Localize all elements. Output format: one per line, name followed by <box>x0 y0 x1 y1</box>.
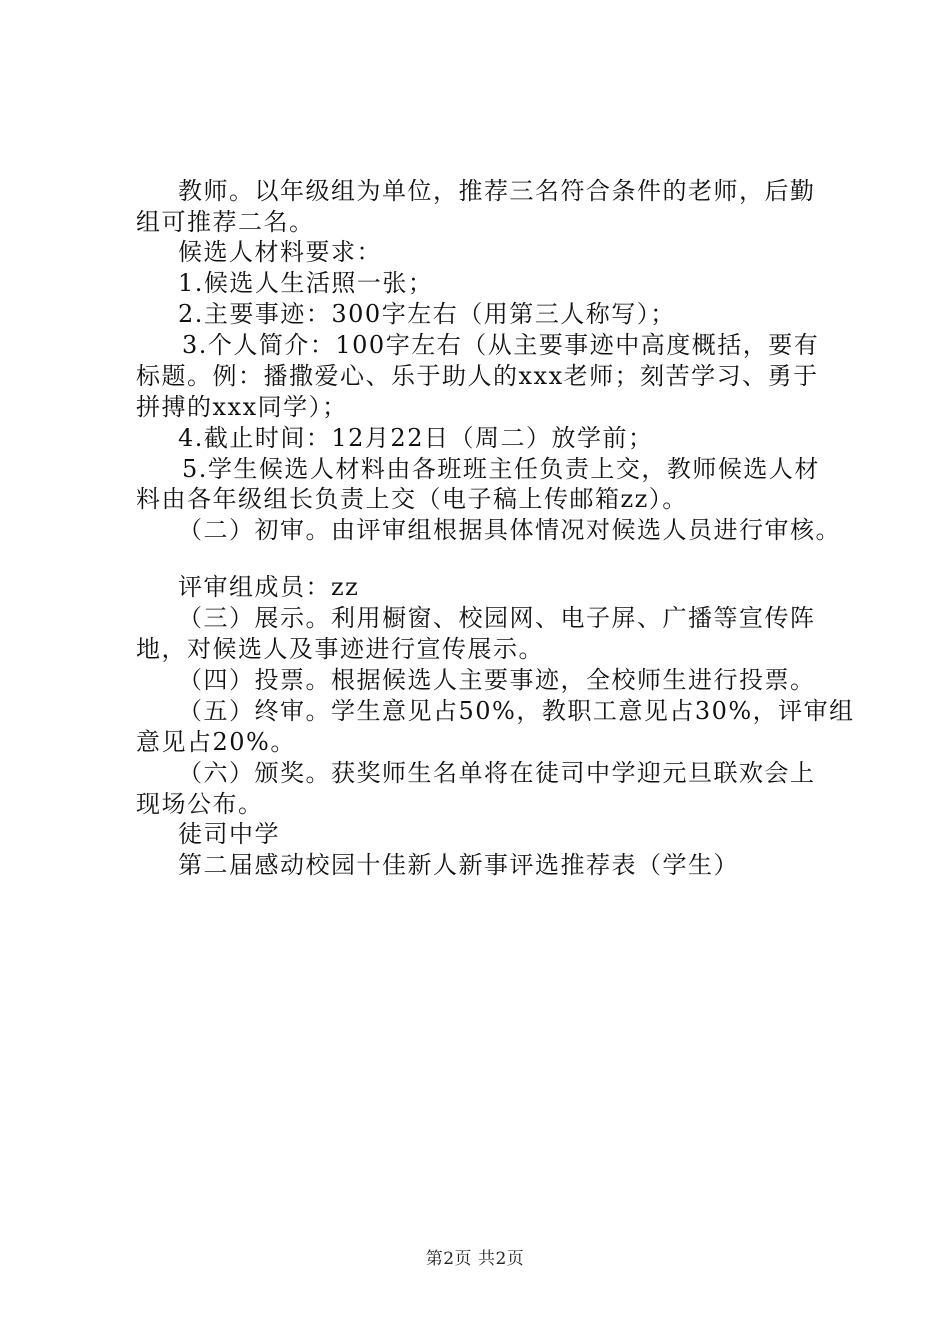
text-line: （四）投票。根据候选人主要事迹，全校师生进行投票。 <box>178 666 816 694</box>
text-line: 地，对候选人及事迹进行宣传展示。 <box>136 635 544 663</box>
text-line: （二）初审。由评审组根据具体情况对候选人员进行审核。 <box>178 516 841 544</box>
text-line: 候选人材料要求： <box>178 238 382 266</box>
text-line: 第二届感动校园十佳新人新事评选推荐表（学生） <box>178 851 739 879</box>
text-line: 现场公布。 <box>136 790 264 818</box>
text-line: 3.个人简介：100字左右（从主要事迹中高度概括，要有 <box>182 331 820 359</box>
text-line: 评审组成员：zz <box>178 573 360 601</box>
text-line: 标题。例：播撒爱心、乐于助人的xxx老师；刻苦学习、勇于 <box>136 362 819 390</box>
text-line: 料由各年级组长负责上交（电子稿上传邮箱zz）。 <box>136 485 688 513</box>
text-line: 徒司中学 <box>178 820 280 848</box>
page-number-footer: 第2页 共2页 <box>425 1249 525 1269</box>
text-line: 4.截止时间：12月22日（周二）放学前； <box>178 424 654 452</box>
text-line: （三）展示。利用橱窗、校园网、电子屏、广播等宣传阵 <box>178 604 816 632</box>
text-line: 教师。以年级组为单位，推荐三名符合条件的老师，后勤 <box>178 177 816 205</box>
text-line: （六）颁奖。获奖师生名单将在徒司中学迎元旦联欢会上 <box>178 759 816 787</box>
text-line: 1.候选人生活照一张； <box>178 269 434 297</box>
text-line: 5.学生候选人材料由各班班主任负责上交，教师候选人材 <box>182 455 820 483</box>
text-line: 意见占20%。 <box>136 728 296 756</box>
text-line: 组可推荐二名。 <box>136 208 315 236</box>
text-line: （五）终审。学生意见占50%，教职工意见占30%，评审组 <box>178 697 855 725</box>
text-line: 2.主要事迹：300字左右（用第三人称写）； <box>178 300 676 328</box>
text-line: 拼搏的xxx同学）； <box>136 393 348 421</box>
